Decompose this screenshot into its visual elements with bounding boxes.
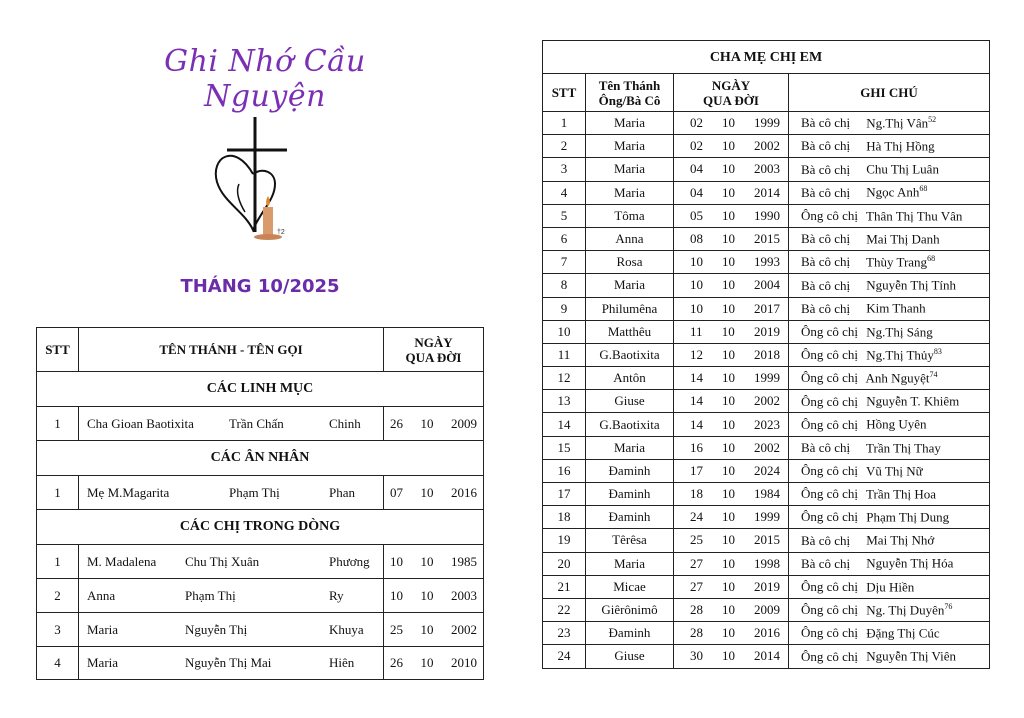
relation: Bà cô chị bbox=[801, 555, 851, 571]
saint-name: Maria bbox=[586, 552, 674, 575]
row-stt: 8 bbox=[543, 274, 586, 297]
death-day: 30 bbox=[690, 648, 703, 664]
given-name: Phương bbox=[329, 553, 370, 569]
row-stt: 15 bbox=[543, 436, 586, 459]
table-row: 3 Maria Nguyễn Thị Khuya 25 10 2002 bbox=[37, 613, 484, 647]
relation: Ông cô chị bbox=[801, 579, 859, 594]
saint-name: Têrêsa bbox=[586, 529, 674, 552]
saint-name: Anna bbox=[586, 227, 674, 250]
note-superscript: 83 bbox=[933, 346, 942, 356]
relative-name: Dịu Hiền bbox=[866, 579, 915, 594]
death-month: 10 bbox=[722, 138, 735, 154]
death-year: 1990 bbox=[754, 207, 780, 223]
family-name: Nguyễn Thị Mai bbox=[185, 655, 272, 670]
table-row bbox=[543, 135, 990, 158]
relation: Ông cô chị bbox=[801, 323, 859, 339]
relative-name: Ng. Thị Duyên bbox=[866, 602, 945, 618]
given-name: Ry bbox=[329, 587, 344, 603]
death-month: 10 bbox=[722, 207, 735, 223]
relative-name: Nguyễn Thị Hóa bbox=[866, 555, 954, 571]
relation: Bà cô chị bbox=[801, 277, 851, 293]
death-month: 10 bbox=[722, 532, 735, 548]
saint-name: Mẹ M.Magarita bbox=[87, 484, 170, 500]
table-row bbox=[543, 227, 990, 250]
saint-name: Maria bbox=[87, 655, 119, 670]
relative-name: Hà Thị Hồng bbox=[866, 138, 935, 154]
relation: Bà cô chị bbox=[801, 138, 851, 154]
relation: Bà cô chị bbox=[801, 439, 851, 455]
relative-name: Ngọc Anh bbox=[866, 184, 920, 200]
death-day: 05 bbox=[690, 207, 703, 223]
row-stt: 12 bbox=[543, 367, 586, 390]
death-day: 25 bbox=[690, 532, 703, 548]
table-row: 1 Mẹ M.Magarita Phạm Thị Phan 07 10 2016 bbox=[37, 476, 484, 510]
death-day: 14 bbox=[690, 370, 703, 386]
row-stt: 3 bbox=[543, 158, 586, 181]
relation: Bà cô chị bbox=[801, 115, 851, 131]
section-title: CÁC CHỊ TRONG DÒNG bbox=[37, 510, 484, 545]
relative-name: Vũ Thị Nữ bbox=[866, 463, 923, 479]
saint-name: Anna bbox=[87, 587, 116, 603]
death-month: 10 bbox=[722, 231, 735, 247]
table-row: 4 Maria Nguyễn Thị Mai Hiên 26 10 2010 bbox=[37, 647, 484, 680]
row-stt: 5 bbox=[543, 204, 586, 227]
section-title: CÁC ÂN NHÂN bbox=[37, 441, 484, 476]
death-month: 10 bbox=[721, 323, 735, 339]
row-stt: 24 bbox=[543, 645, 586, 668]
relation: Ông cô chị bbox=[801, 509, 859, 525]
death-day: 14 bbox=[690, 416, 703, 432]
death-month: 10 bbox=[722, 602, 735, 618]
death-year: 2009 bbox=[754, 602, 780, 618]
note-superscript: 68 bbox=[919, 184, 928, 194]
relation: Ông cô chị bbox=[801, 463, 859, 479]
table-caption: CHA MẸ CHỊ EM bbox=[543, 41, 990, 74]
row-stt: 14 bbox=[543, 413, 586, 436]
row-stt: 19 bbox=[543, 529, 586, 552]
relative-name: Ng.Thị Vân bbox=[866, 115, 929, 131]
row-stt: 9 bbox=[543, 297, 586, 320]
death-day: 11 bbox=[690, 323, 703, 339]
col-note: GHI CHÚ bbox=[789, 74, 990, 112]
death-year: 2019 bbox=[754, 578, 780, 594]
saint-name: Rosa bbox=[586, 251, 674, 274]
relation: Ông cô chị bbox=[801, 648, 859, 664]
row-stt: 6 bbox=[543, 227, 586, 250]
saint-name: Matthêu bbox=[586, 320, 674, 343]
death-day: 10 bbox=[690, 254, 703, 270]
row-stt: 18 bbox=[543, 506, 586, 529]
row-stt: 22 bbox=[543, 598, 586, 621]
row-stt: 16 bbox=[543, 459, 586, 482]
row-stt: 21 bbox=[543, 575, 586, 598]
death-year: 2015 bbox=[754, 231, 780, 247]
relation: Ông cô chị bbox=[801, 416, 859, 432]
relation: Ông cô chị bbox=[801, 625, 859, 641]
death-day: 10 bbox=[690, 277, 703, 293]
relation: Ông cô chị bbox=[801, 370, 859, 386]
death-year: 2018 bbox=[754, 346, 780, 362]
table-row bbox=[543, 274, 990, 297]
death-year: 2002 bbox=[754, 138, 780, 154]
row-stt: 10 bbox=[543, 320, 586, 343]
death-day: 08 bbox=[690, 231, 703, 247]
table-row bbox=[543, 459, 990, 482]
death-month: 10 bbox=[722, 625, 735, 641]
family-name: Phạm Thị bbox=[185, 587, 236, 603]
death-year: 1998 bbox=[754, 555, 780, 571]
saint-name: Maria bbox=[87, 621, 119, 637]
saint-name: Maria bbox=[586, 181, 674, 204]
table-row bbox=[543, 251, 990, 274]
table-row bbox=[543, 552, 990, 575]
relative-name: Trần Thị Hoa bbox=[866, 486, 937, 502]
death-year: 2015 bbox=[754, 532, 780, 548]
table-row bbox=[543, 297, 990, 320]
death-month: 10 bbox=[722, 648, 735, 664]
table-row bbox=[543, 112, 990, 135]
saint-name: Maria bbox=[586, 274, 674, 297]
death-day: 02 bbox=[690, 115, 703, 131]
death-year: 2002 bbox=[754, 393, 780, 409]
death-month: 10 bbox=[722, 277, 735, 293]
relative-name: Phạm Thị Dung bbox=[866, 509, 950, 525]
note-superscript: 76 bbox=[944, 601, 953, 611]
death-year: 1993 bbox=[754, 254, 780, 270]
section-title: CÁC LINH MỤC bbox=[37, 372, 484, 407]
saint-name: M. Madalena bbox=[87, 553, 157, 569]
row-stt: 7 bbox=[543, 251, 586, 274]
saint-name: Antôn bbox=[586, 367, 674, 390]
death-day: 10 bbox=[690, 300, 703, 316]
death-day: 24 bbox=[690, 509, 703, 525]
death-month: 10 bbox=[722, 300, 735, 316]
death-year: 2016 bbox=[754, 625, 780, 641]
saint-name: Maria bbox=[586, 112, 674, 135]
table-row bbox=[543, 390, 990, 413]
death-day: 04 bbox=[690, 184, 703, 200]
death-year: 2024 bbox=[754, 462, 780, 478]
col-stt: STT bbox=[543, 74, 586, 112]
relation: Ông cô chị bbox=[801, 602, 859, 618]
table-row: 1 M. Madalena Chu Thị Xuân Phương 10 10 1985 bbox=[37, 545, 484, 579]
death-month: 10 bbox=[722, 161, 735, 177]
death-month: 10 bbox=[722, 416, 735, 432]
relative-name: Kim Thanh bbox=[866, 300, 926, 316]
note-superscript: 68 bbox=[927, 254, 936, 264]
table-row bbox=[543, 598, 990, 621]
relative-name: Nguyễn T. Khiêm bbox=[866, 393, 960, 409]
page-title: Ghi Nhớ Cầu Nguyện bbox=[164, 44, 366, 114]
col-date: NGÀY QUA ĐỜI bbox=[674, 74, 789, 112]
col-stt: STT bbox=[37, 328, 79, 372]
row-stt: 17 bbox=[543, 483, 586, 506]
relative-name: Hồng Uyên bbox=[866, 416, 927, 432]
saint-name: Tôma bbox=[586, 204, 674, 227]
relative-name: Mai Thị Danh bbox=[866, 231, 940, 247]
table-row bbox=[543, 320, 990, 343]
death-year: 1999 bbox=[754, 370, 780, 386]
table-row bbox=[543, 413, 990, 436]
saint-name: Giêrônimô bbox=[586, 598, 674, 621]
table-row: 2 Anna Phạm Thị Ry 10 10 2003 bbox=[37, 579, 484, 613]
saint-name: Giuse bbox=[586, 645, 674, 668]
relative-name: Thùy Trang bbox=[866, 254, 928, 270]
table-row bbox=[543, 529, 990, 552]
row-stt: 23 bbox=[543, 622, 586, 645]
relation: Ông cô chị bbox=[801, 393, 859, 409]
table-row bbox=[543, 343, 990, 366]
death-month: 10 bbox=[722, 346, 735, 362]
saint-name: G.Baotixita bbox=[586, 413, 674, 436]
saint-name: Đaminh bbox=[586, 459, 674, 482]
death-month: 10 bbox=[722, 439, 735, 455]
relative-name: Anh Nguyệt bbox=[865, 370, 930, 386]
death-year: 1999 bbox=[754, 115, 780, 131]
col-saint: Tên Thánh Ông/Bà Cô bbox=[586, 74, 674, 112]
saint-name: Micae bbox=[586, 575, 674, 598]
table-row bbox=[543, 367, 990, 390]
relation: Ông cô chị bbox=[801, 208, 859, 223]
death-month: 10 bbox=[722, 462, 735, 478]
death-month: 10 bbox=[722, 254, 735, 270]
death-year: 1999 bbox=[754, 509, 780, 525]
given-name: Phan bbox=[329, 484, 355, 500]
table-row bbox=[543, 204, 990, 227]
relation: Ông cô chị bbox=[801, 486, 859, 502]
death-year: 2003 bbox=[754, 161, 780, 177]
relation: Ông cô chị bbox=[801, 347, 859, 363]
death-day: 27 bbox=[690, 578, 703, 594]
row-stt: 1 bbox=[543, 112, 586, 135]
death-year: 2002 bbox=[754, 439, 780, 455]
death-day: 27 bbox=[690, 555, 703, 571]
relative-name: Ng.Thị Sáng bbox=[866, 323, 933, 339]
col-name: TÊN THÁNH - TÊN GỌI bbox=[79, 328, 384, 372]
row-stt: 4 bbox=[543, 181, 586, 204]
saint-name: G.Baotixita bbox=[586, 343, 674, 366]
given-name: Chinh bbox=[329, 415, 361, 431]
cross-heart-candle-icon bbox=[205, 112, 295, 247]
death-day: 18 bbox=[690, 486, 703, 502]
relation: Bà cô chị bbox=[801, 532, 851, 548]
row-stt: 11 bbox=[543, 343, 586, 366]
relative-name: Nguyễn Thị Tính bbox=[866, 277, 957, 293]
family-name: Trần Chấn bbox=[229, 415, 284, 431]
death-year: 2004 bbox=[754, 277, 780, 293]
death-day: 17 bbox=[690, 462, 703, 478]
death-year: 2017 bbox=[754, 300, 780, 316]
relation: Bà cô chị bbox=[801, 161, 851, 177]
saint-name: Maria bbox=[586, 158, 674, 181]
table-row bbox=[543, 506, 990, 529]
table-row bbox=[543, 575, 990, 598]
relation: Bà cô chị bbox=[801, 300, 851, 316]
saint-name: Philumêna bbox=[586, 297, 674, 320]
death-day: 12 bbox=[690, 346, 703, 362]
death-day: 04 bbox=[690, 161, 703, 177]
death-month: 10 bbox=[722, 115, 735, 131]
saint-name: Giuse bbox=[586, 390, 674, 413]
given-name: Hiên bbox=[329, 655, 355, 670]
family-name: Chu Thị Xuân bbox=[185, 553, 260, 569]
given-name: Khuya bbox=[329, 621, 364, 637]
table-row bbox=[543, 436, 990, 459]
row-stt: 20 bbox=[543, 552, 586, 575]
relation: Bà cô chị bbox=[801, 184, 851, 200]
note-superscript: 52 bbox=[928, 114, 937, 124]
table-row bbox=[543, 645, 990, 668]
table-row: 1 Cha Gioan Baotixita Trần Chấn Chinh 26 10 2009 bbox=[37, 407, 484, 441]
month-heading: THÁNG 10/2025 bbox=[180, 276, 340, 297]
row-stt: 13 bbox=[543, 390, 586, 413]
death-year: 2014 bbox=[754, 184, 780, 200]
saint-name: Đaminh bbox=[586, 622, 674, 645]
saint-name: Đaminh bbox=[586, 506, 674, 529]
death-year: 2019 bbox=[754, 323, 780, 339]
relation: Bà cô chị bbox=[801, 231, 851, 247]
death-month: 10 bbox=[722, 370, 735, 386]
death-month: 10 bbox=[722, 509, 735, 525]
table-row bbox=[543, 158, 990, 181]
death-month: 10 bbox=[722, 578, 735, 594]
relative-name: Mai Thị Nhớ bbox=[866, 532, 935, 548]
relative-name: Ng.Thị Thủy bbox=[866, 347, 934, 363]
family-members-table bbox=[542, 40, 990, 669]
table-row bbox=[543, 483, 990, 506]
death-day: 28 bbox=[690, 602, 703, 618]
family-name: Nguyễn Thị bbox=[185, 621, 248, 637]
relation: Bà cô chị bbox=[801, 254, 851, 270]
relative-name: Thân Thị Thu Vân bbox=[866, 208, 963, 223]
saint-name: Đaminh bbox=[586, 483, 674, 506]
death-day: 28 bbox=[690, 625, 703, 641]
svg-text:†2: †2 bbox=[277, 229, 285, 236]
table-row bbox=[543, 181, 990, 204]
death-year: 2014 bbox=[754, 648, 780, 664]
death-year: 1984 bbox=[754, 486, 780, 502]
death-day: 16 bbox=[690, 439, 703, 455]
death-year: 2023 bbox=[754, 416, 780, 432]
death-day: 14 bbox=[690, 393, 703, 409]
clergy-benefactors-table bbox=[36, 327, 484, 680]
death-month: 10 bbox=[722, 393, 735, 409]
death-month: 10 bbox=[722, 555, 735, 571]
relative-name: Trần Thị Thay bbox=[866, 439, 941, 455]
death-month: 10 bbox=[722, 486, 735, 502]
note-superscript: 74 bbox=[929, 369, 938, 379]
death-month: 10 bbox=[722, 184, 735, 200]
saint-name: Maria bbox=[586, 436, 674, 459]
relative-name: Nguyễn Thị Viên bbox=[866, 648, 956, 664]
death-day: 02 bbox=[690, 138, 703, 154]
saint-name: Cha Gioan Baotixita bbox=[87, 415, 194, 431]
saint-name: Maria bbox=[586, 135, 674, 158]
relative-name: Chu Thị Luân bbox=[866, 161, 939, 177]
col-date: NGÀY QUA ĐỜI bbox=[384, 328, 484, 372]
relative-name: Đặng Thị Cúc bbox=[866, 625, 940, 641]
family-name: Phạm Thị bbox=[229, 484, 280, 500]
table-row bbox=[543, 622, 990, 645]
row-stt: 2 bbox=[543, 135, 586, 158]
